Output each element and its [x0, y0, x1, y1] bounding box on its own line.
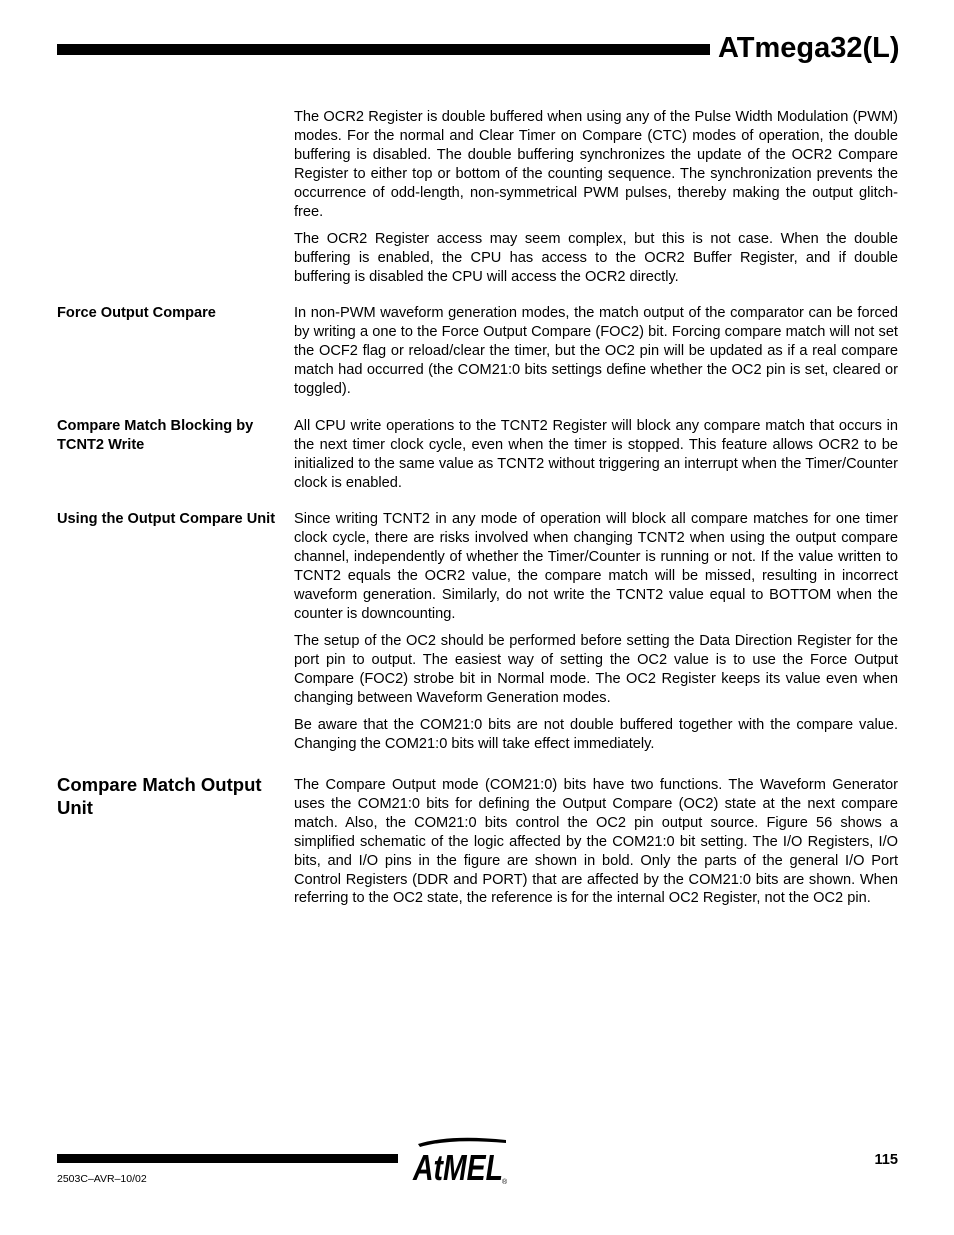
atmel-logo	[410, 1136, 512, 1186]
page-number: 115	[874, 1152, 898, 1168]
paragraph-ocr2-buffering: The OCR2 Register is double buffered when using any of the Pulse Width Modulation (PWM) modes. For the normal and Clear Timer on Compare (CTC) modes of operation, the double buffering is disabled. The double buffering synchronizes the update of the OCR2 Compare Register to either top or bottom of the counting sequence. The synchronization prevents the occurrence of odd-length, non-symmetrical PWM pulses, thereby making the output glitch-free.	[294, 109, 898, 220]
paragraph-using-output-compare-1: Since writing TCNT2 in any mode of operation will block all compare matches for one timer clock cycle, there are risks involved when changing TCNT2 when using the output compare channel, independently of whether the Timer/Counter is running or not. If the value written to TCNT2 equals the OCR2 value, the compare match will be missed, resulting in incorrect waveform generation. Similarly, do not write the TCNT2 value equal to BOTTOM when the counter is downcounting.	[294, 511, 898, 622]
paragraph-compare-match-output-unit: The Compare Output mode (COM21:0) bits have two functions. The Waveform Generator uses the COM21:0 bits for defining the Output Compare (OC2) state at the next compare match. Also, the COM21:0 bits control the OC2 pin output source. Figure 56 shows a simplified schematic of the logic affected by the COM21:0 bit setting. The I/O Registers, I/O bits, and I/O pins in the figure are shown in bold. Only the parts of the general I/O Port Control Registers (DDR and PORT) that are affected by the COM21:0 bits are shown. When referring to the OC2 state, the reference is for the internal OC2 Register, not the OC2 pin.	[294, 777, 898, 907]
header-rule	[57, 44, 710, 55]
paragraph-ocr2-access: The OCR2 Register access may seem complex, but this is not case. When the double buffering is enabled, the CPU has access to the OCR2 Buffer Register, and if double buffering is disabled the CPU will access the OCR2 directly.	[294, 231, 898, 285]
heading-compare-match-output-unit: Compare Match Output Unit	[57, 774, 262, 818]
document-code: 2503C–AVR–10/02	[57, 1173, 147, 1185]
logo-wordmark: AtMEL	[412, 1147, 503, 1186]
heading-compare-match-blocking: Compare Match Blocking by TCNT2 Write	[57, 418, 254, 453]
footer-rule	[57, 1154, 398, 1163]
paragraph-using-output-compare-3: Be aware that the COM21:0 bits are not double buffered together with the compare value. Changing the COM21:0 bits will take effect immediately.	[294, 717, 898, 752]
paragraph-using-output-compare-2: The setup of the OC2 should be performed before setting the Data Direction Register for the port pin to output. The easiest way of setting the OC2 value is to use the Force Output Compare (FOC2) strobe bit in Normal mode. The OC2 Register keeps its value even when changing between Waveform Generation modes.	[294, 633, 898, 706]
heading-force-output-compare: Force Output Compare	[57, 305, 216, 321]
paragraph-compare-match-blocking: All CPU write operations to the TCNT2 Register will block any compare match that occurs in the next timer clock cycle, even when the timer is stopped. This feature allows OCR2 to be initialized to the same value as TCNT2 without triggering an interrupt when the Timer/Counter clock is enabled.	[294, 418, 898, 491]
registered-mark: ®	[502, 1179, 508, 1186]
heading-using-output-compare: Using the Output Compare Unit	[57, 511, 276, 527]
page-title: ATmega32(L)	[718, 32, 900, 64]
paragraph-force-output-compare: In non-PWM waveform generation modes, the match output of the comparator can be forced by writing a one to the Force Output Compare (FOC2) bit. Forcing compare match will not set the OCF2 flag or reload/clear the timer, but the OC2 pin will be updated as if a real compare match had occurred (the COM21:0 bits settings define whether the OC2 pin is set, cleared or toggled).	[294, 305, 898, 397]
